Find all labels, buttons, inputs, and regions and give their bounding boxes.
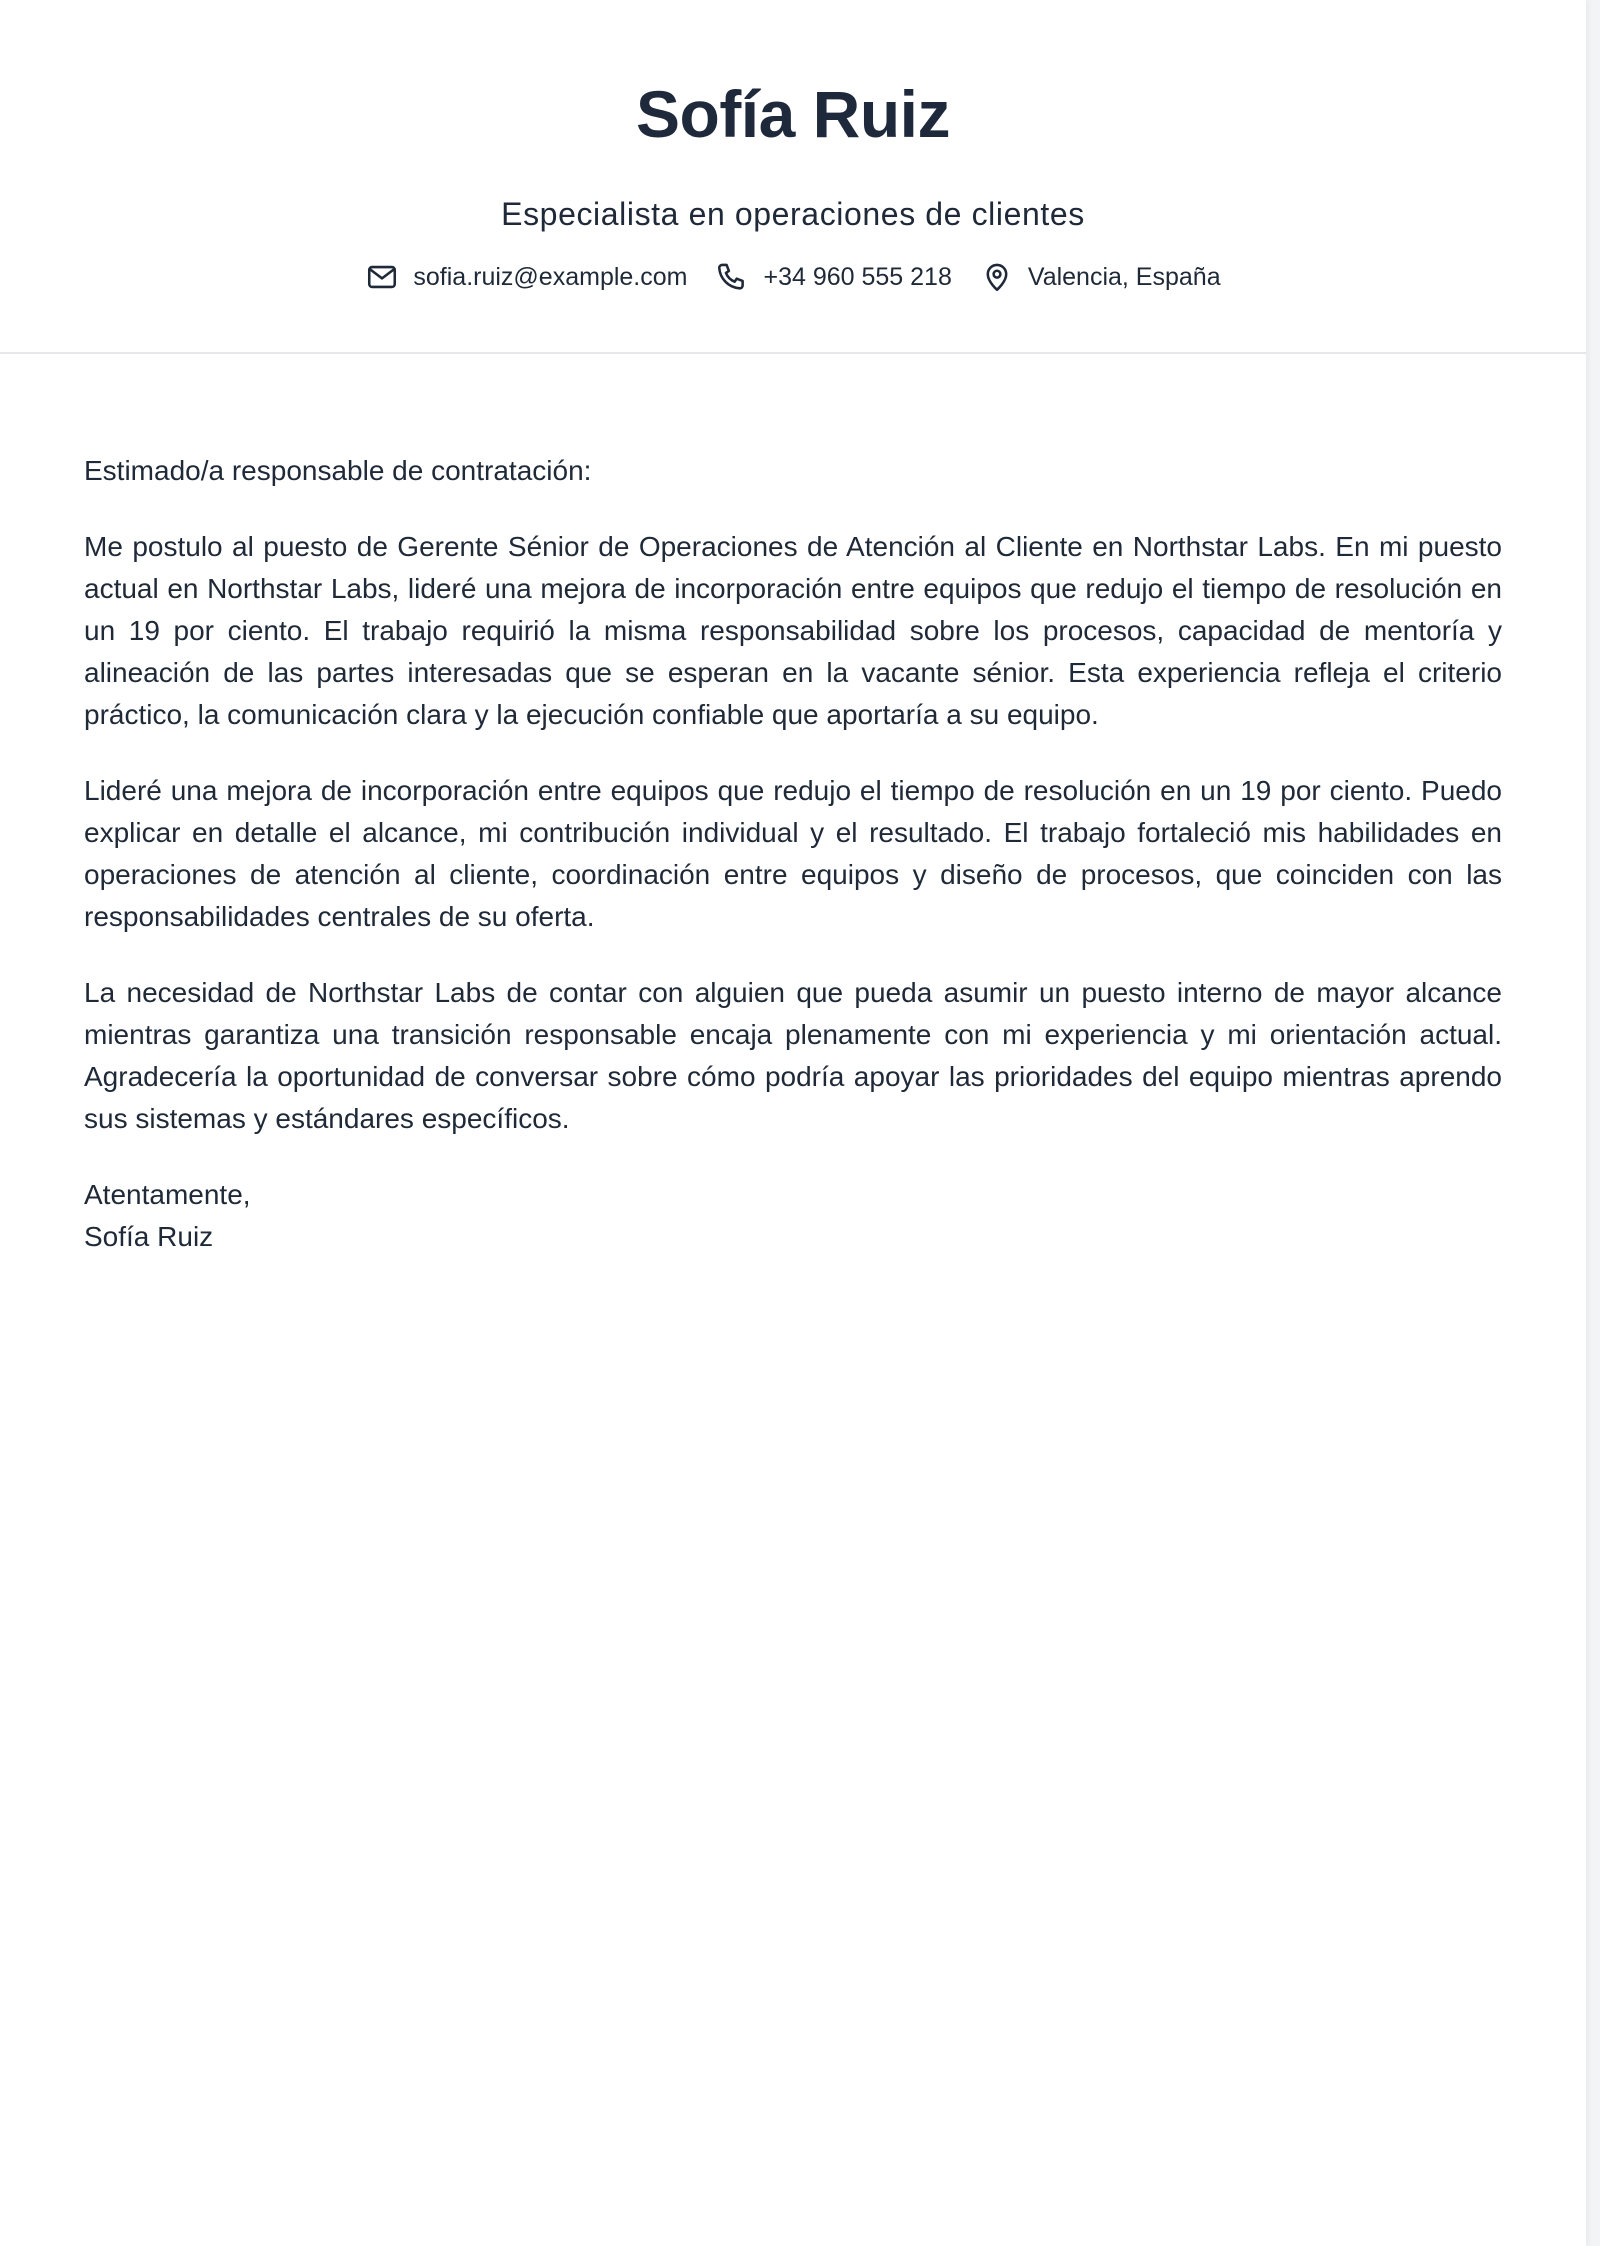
letter-body (0, 354, 1586, 1258)
email-text: sofia.ruiz@example.com (413, 263, 688, 291)
applicant-title: Especialista en operaciones de clientes (501, 196, 1085, 232)
contact-location (980, 260, 1221, 294)
contact-info (0, 260, 1586, 294)
paragraph-2: Lideré una mejora de incorporación entre equipos que redujo el tiempo de resolución en un 19 por ciento. Puedo explicar en detalle el alcance, mi contribución individual y el resultado. El trabajo fortaleció mis habilidades en operaciones de atención al cliente, coordinación entre equipos y diseño de procesos, que coinciden con las responsabilidades centrales de su oferta. (84, 775, 1502, 932)
mail-icon (365, 260, 399, 294)
paragraph-3: La necesidad de Northstar Labs de contar con alguien que pueda asumir un puesto interno de mayor alcance mientras garantiza una transición responsable encaja plenamente con mi experiencia y mi orientación actual. Agradecería la oportunidad de conversar sobre cómo podría apoyar las prioridades del equipo mientras aprendo sus sistemas y estándares específicos. (84, 977, 1502, 1134)
phone-icon (715, 260, 749, 294)
paragraph-1: Me postulo al puesto de Gerente Sénior de Operaciones de Atención al Cliente en Northstar Labs. En mi puesto actual en Northstar Labs, lideré una mejora de incorporación entre equipos que redujo el tiempo de resolución en un 19 por ciento. El trabajo requirió la misma responsabilidad sobre los procesos, capacidad de mentoría y alineación de las partes interesadas que se esperan en la vacante sénior. Esta experiencia refleja el criterio práctico, la comunicación clara y la ejecución confiable que aportaría a su equipo. (84, 531, 1502, 730)
closing-text: Atentamente, (84, 1179, 251, 1210)
applicant-name: Sofía Ruiz (635, 77, 950, 151)
location-text: Valencia, España (1027, 263, 1221, 291)
contact-phone[interactable] (715, 260, 951, 294)
map-pin-icon (980, 260, 1014, 294)
contact-email[interactable] (365, 260, 687, 294)
letter-header (0, 0, 1586, 354)
salutation: Estimado/a responsable de contratación: (84, 455, 592, 486)
closing-block (84, 1174, 1502, 1258)
phone-text: +34 960 555 218 (763, 263, 952, 291)
signature: Sofía Ruiz (84, 1221, 214, 1252)
